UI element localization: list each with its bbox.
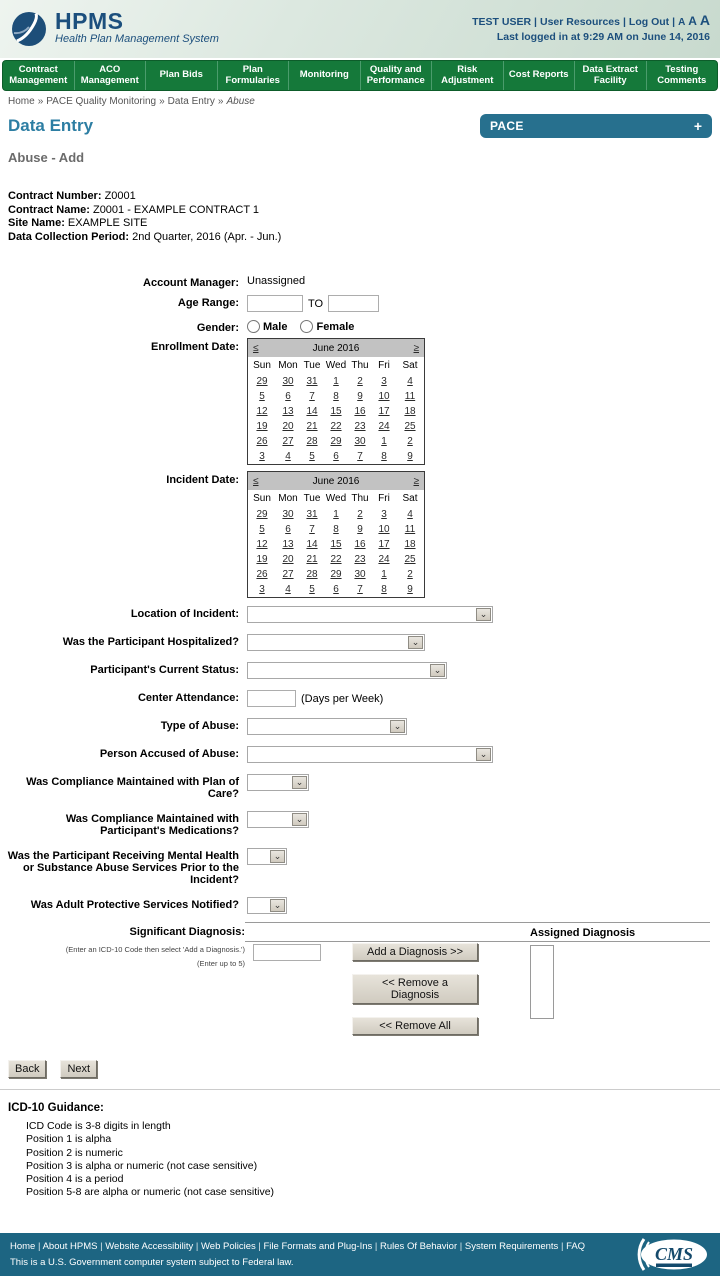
site-name-row [8,217,712,231]
account-manager-label: Account Manager: [143,277,239,289]
contract-number-value: Z0001 [104,190,136,202]
font-size-large-link[interactable]: A [699,12,710,28]
breadcrumb [8,96,712,107]
compliance-plan-of-care-label: Was Compliance Maintained with Plan of Care? [26,776,239,800]
user-bar-separator: | [534,16,537,28]
data-collection-period-row [8,231,712,245]
calendar-day-link[interactable]: 4 [285,451,291,462]
calendar-day-link[interactable]: 24 [378,554,390,565]
calendar-day-header: Sun [253,360,271,371]
calendar-day-link[interactable]: 3 [381,509,387,520]
gender-label: Gender: [196,322,239,334]
calendar-day-link[interactable]: 12 [256,406,268,417]
calendar-day-link[interactable]: 25 [404,421,416,432]
calendar-day-header: Sun [253,493,271,504]
nav-item-testing-comments[interactable]: Testing Comments [646,61,718,90]
font-size-small-link[interactable]: A [678,17,686,28]
calendar-day-link[interactable]: 5 [309,584,315,595]
divider [0,1089,720,1090]
calendar-day-link[interactable]: 22 [330,554,342,565]
calendar-day-link[interactable]: 17 [378,539,390,550]
days-per-week-text: (Days per Week) [301,692,384,705]
gender-female-label: Female [316,320,355,333]
guidance-item: Position 3 is alpha or numeric (not case sensitive) [26,1159,258,1172]
guidance-list [8,1120,712,1200]
calendar-day-link[interactable]: 30 [354,436,366,447]
calendar-day-header: Mon [278,360,298,371]
user-bar-top [472,13,710,30]
calendar-day-link[interactable]: 15 [330,539,342,550]
calendar-day-link[interactable]: 2 [407,569,413,580]
participant-current-status-select[interactable] [247,662,447,679]
calendar-day-header: Mon [278,493,298,504]
calendar-day-link[interactable]: 27 [282,569,294,580]
calendar-day-header: Fri [378,493,390,504]
guidance-item: Position 1 is alpha [26,1133,112,1146]
calendar-day-link[interactable]: 7 [357,451,363,462]
diagnosis-code-input[interactable] [253,944,321,961]
location-of-incident-select[interactable] [247,606,493,623]
remove-all-button[interactable]: << Remove All [352,1017,478,1035]
footer-separator: | [97,1240,106,1252]
chevron-down-icon: ⌄ [292,813,307,826]
logo-tagline: Health Plan Management System [55,33,219,45]
footer-link-system-requirements[interactable]: System Requirements [464,1240,559,1252]
nav-item-cost-reports[interactable]: Cost Reports [503,61,575,90]
contract-info [8,190,712,244]
contract-number-row [8,190,712,204]
age-range-label: Age Range: [177,297,239,309]
compliance-medications-select[interactable] [247,811,309,828]
user-name: TEST USER [472,16,532,28]
enrollment-date-label: Enrollment Date: [150,341,239,353]
calendar-day-link[interactable]: 19 [256,554,268,565]
calendar-day-link[interactable]: 13 [282,539,294,550]
calendar-day-link[interactable]: 19 [256,421,268,432]
calendar-prev-link[interactable]: ≤ [253,342,259,354]
footer-link-rules-of-behavior[interactable]: Rules Of Behavior [380,1240,458,1252]
calendar-day-link[interactable]: 3 [259,584,265,595]
aps-notified-label: Was Adult Protective Services Notified? [30,899,239,911]
calendar-day-link[interactable]: 21 [306,554,318,565]
last-login-text: Last logged in at 9:29 AM on June 14, 2016 [496,31,710,43]
page-title: Data Entry [8,116,94,135]
calendar-day-link[interactable]: 1 [333,509,339,520]
nav-item-monitoring[interactable]: Monitoring [288,61,360,90]
calendar-day-link[interactable]: 11 [404,524,416,535]
calendar-day-link[interactable]: 9 [407,584,413,595]
calendar-day-link[interactable]: 29 [256,509,268,520]
chevron-down-icon: ⌄ [270,850,285,863]
calendar-day-link[interactable]: 10 [378,524,390,535]
person-accused-label: Person Accused of Abuse: [99,748,239,760]
assigned-diagnosis-listbox[interactable] [530,945,554,1019]
calendar-day-link[interactable]: 8 [333,524,339,535]
calendar-day-link[interactable]: 4 [285,584,291,595]
contract-name-label: Contract Name: [8,203,90,216]
age-from-input[interactable] [247,295,303,312]
calendar-day-link[interactable]: 9 [357,524,363,535]
calendar-day-header: Fri [378,360,390,371]
cms-logo [622,1237,708,1275]
back-button[interactable]: Back [8,1060,46,1078]
guidance-item: Position 4 is a period [26,1173,124,1186]
calendar-day-link[interactable]: 9 [407,451,413,462]
footer-notice: This is a U.S. Government computer system subject to Federal law. [10,1256,294,1268]
chevron-down-icon: ⌄ [476,608,491,621]
participant-hospitalized-select[interactable] [247,634,425,651]
gender-male-label: Male [263,320,288,333]
calendar-day-link[interactable]: 7 [309,391,315,402]
account-manager-value: Unassigned [247,275,306,287]
calendar-day-header: Thu [351,493,369,504]
user-bar-separator: | [622,16,626,28]
calendar-day-link[interactable]: 30 [282,376,294,387]
calendar-day-link[interactable]: 11 [404,391,416,402]
logo-acronym: HPMS [55,8,124,34]
icd10-guidance [8,1102,712,1200]
calendar-day-link[interactable]: 3 [259,451,265,462]
data-collection-period-label: Data Collection Period: [8,230,130,243]
chevron-down-icon: ⌄ [270,899,285,912]
calendar-day-link[interactable]: 20 [282,554,294,565]
calendar-day-link[interactable]: 29 [330,436,342,447]
calendar-day-link[interactable]: 17 [378,406,390,417]
breadcrumb-pace-quality-monitoring[interactable]: PACE Quality Monitoring [46,96,157,107]
footer-link-web-policies[interactable]: Web Policies [201,1240,256,1252]
significant-diagnosis-section [0,922,720,1032]
nav-item-plan-formularies[interactable]: Plan Formularies [217,61,289,90]
person-accused-select[interactable] [247,746,493,763]
enter-up-to-5-hint: (Enter up to 5) [197,959,245,968]
breadcrumb-data-entry[interactable]: Data Entry [167,96,215,107]
type-of-abuse-label: Type of Abuse: [160,720,239,732]
add-diagnosis-button[interactable]: Add a Diagnosis >> [352,943,478,961]
calendar-day-link[interactable]: 23 [354,554,366,565]
hpms-globe-icon [10,10,48,48]
calendar-day-link[interactable]: 9 [357,391,363,402]
expand-plus-icon[interactable]: + [693,118,702,134]
calendar-day-link[interactable]: 2 [357,509,363,520]
calendar-day-link[interactable]: 7 [309,524,315,535]
calendar-day-link[interactable]: 1 [381,436,387,447]
calendar-day-link[interactable]: 25 [404,554,416,565]
calendar-prev-link[interactable]: ≤ [253,475,259,487]
page-footer [0,1233,720,1276]
calendar-day-link[interactable]: 8 [381,584,387,595]
calendar-day-link[interactable]: 4 [407,509,413,520]
location-of-incident-label: Location of Incident: [130,608,239,620]
breadcrumb-separator: » [159,96,165,107]
age-range-to-text: TO [308,297,324,310]
calendar-day-link[interactable]: 31 [306,376,318,387]
calendar-day-link[interactable]: 6 [285,524,291,535]
remove-diagnosis-button[interactable]: << Remove a Diagnosis [352,974,478,1004]
calendar-day-header: Sat [402,360,418,371]
main-nav [2,60,718,91]
calendar-day-link[interactable]: 3 [381,376,387,387]
nav-item-aco-management[interactable]: ACO Management [74,61,146,90]
calendar-day-header: Wed [325,360,347,371]
divider [245,941,710,942]
calendar-day-header: Sat [402,493,418,504]
calendar-day-link[interactable]: 1 [381,569,387,580]
calendar-day-link[interactable]: 5 [259,524,265,535]
calendar-day-link[interactable]: 28 [306,569,318,580]
contract-name-row [8,204,712,218]
guidance-item: Position 5-8 are alpha or numeric (not case sensitive) [26,1186,275,1199]
contract-number-label: Contract Number: [8,190,102,202]
site-name-label: Site Name: [8,217,65,229]
calendar-day-header: Tue [303,493,321,504]
svg-text:CMS: CMS [654,1243,694,1264]
calendar-day-header: Thu [351,360,369,371]
guidance-item: Position 2 is numeric [26,1146,123,1159]
calendar-day-header: Tue [303,360,321,371]
guidance-item: ICD Code is 3-8 digits in length [26,1120,171,1132]
gender-female-radio[interactable] [300,320,313,333]
footer-link-about-hpms[interactable]: About HPMS [42,1240,98,1252]
chevron-down-icon: ⌄ [408,636,423,649]
breadcrumb-separator: » [217,96,224,107]
footer-separator: | [255,1240,264,1252]
calendar-day-link[interactable]: 22 [330,421,342,432]
calendar-day-header: Wed [325,493,347,504]
chevron-down-icon: ⌄ [476,748,491,761]
calendar-day-link[interactable]: 29 [330,569,342,580]
footer-separator: | [372,1240,381,1252]
mental-health-services-label: Was the Participant Receiving Mental Health or Substance Abuse Services Prior to the Incident? [7,850,239,886]
calendar-day-link[interactable]: 27 [282,436,294,447]
calendar-month-label: June 2016 [276,472,396,491]
breadcrumb-separator: » [37,96,44,107]
mental-health-services-select[interactable] [247,848,287,865]
chevron-down-icon: ⌄ [390,720,405,733]
nav-item-risk-adjustment[interactable]: Risk Adjustment [431,61,503,90]
gender-male-radio[interactable] [247,320,260,333]
participant-hospitalized-label: Was the Participant Hospitalized? [62,636,239,648]
calendar-day-link[interactable]: 28 [306,436,318,447]
font-size-medium-link[interactable]: A [688,14,697,28]
compliance-plan-of-care-select[interactable] [247,774,309,791]
footer-link-website-accessibility[interactable]: Website Accessibility [105,1240,194,1252]
calendar-day-link[interactable]: 26 [256,569,268,580]
center-attendance-input[interactable] [247,690,296,707]
pace-context-badge[interactable] [480,114,712,138]
calendar-day-link[interactable]: 21 [306,421,318,432]
chevron-down-icon: ⌄ [430,664,445,677]
footer-separator: | [193,1240,201,1252]
calendar-day-link[interactable]: 4 [407,376,413,387]
calendar-day-link[interactable]: 14 [306,539,318,550]
footer-link-home[interactable]: Home [10,1240,36,1252]
calendar-day-link[interactable]: 8 [333,391,339,402]
icd10-guidance-title: ICD-10 Guidance: [8,1102,104,1114]
incident-date-label: Incident Date: [166,474,239,486]
significant-diagnosis-label: Significant Diagnosis: [129,926,245,938]
data-collection-period-value: 2nd Quarter, 2016 (Apr. - Jun.) [132,230,282,243]
calendar-day-link[interactable]: 15 [330,406,342,417]
icd10-entry-hint: (Enter an ICD-10 Code then select 'Add a Diagnosis.') [65,945,245,954]
nav-item-plan-bids[interactable]: Plan Bids [145,61,217,90]
page-subtitle: Abuse - Add [8,150,85,165]
breadcrumb-home[interactable]: Home [8,96,35,107]
enrollment-date-calendar [247,338,425,465]
next-button[interactable]: Next [60,1060,97,1078]
aps-notified-select[interactable] [247,897,287,914]
nav-item-quality-and-performance[interactable]: Quality and Performance [360,61,432,90]
calendar-day-link[interactable]: 7 [357,584,363,595]
calendar-day-link[interactable]: 2 [357,376,363,387]
user-bar-separator: | [672,16,676,28]
calendar-day-link[interactable]: 10 [378,391,390,402]
compliance-medications-label: Was Compliance Maintained with Participant's Medications? [65,813,239,837]
calendar-next-link[interactable]: ≥ [413,475,419,487]
footer-separator: | [558,1240,567,1252]
age-to-input[interactable] [328,295,379,312]
calendar-next-link[interactable]: ≥ [413,342,419,354]
calendar-day-link[interactable]: 24 [378,421,390,432]
calendar-day-link[interactable]: 16 [354,406,366,417]
divider [245,922,710,923]
calendar-day-link[interactable]: 5 [309,451,315,462]
type-of-abuse-select[interactable] [247,718,407,735]
calendar-day-link[interactable]: 5 [259,391,265,402]
footer-link-file-formats-and-plug-ins[interactable]: File Formats and Plug-Ins [263,1240,373,1252]
calendar-day-link[interactable]: 30 [282,509,294,520]
calendar-day-link[interactable]: 18 [404,539,416,550]
calendar-day-link[interactable]: 18 [404,406,416,417]
calendar-day-link[interactable]: 26 [256,436,268,447]
nav-item-data-extract-facility[interactable]: Data Extract Facility [574,61,646,90]
calendar-day-link[interactable]: 6 [285,391,291,402]
calendar-day-link[interactable]: 13 [282,406,294,417]
calendar-day-link[interactable]: 30 [354,569,366,580]
participant-current-status-label: Participant's Current Status: [90,664,239,676]
calendar-day-link[interactable]: 2 [407,436,413,447]
incident-date-calendar [247,471,425,598]
center-attendance-label: Center Attendance: [137,692,239,704]
calendar-day-link[interactable]: 16 [354,539,366,550]
calendar-day-link[interactable]: 1 [333,376,339,387]
site-name-value: EXAMPLE SITE [67,217,148,229]
calendar-month-label: June 2016 [276,339,396,358]
contract-name-value: Z0001 - EXAMPLE CONTRACT 1 [92,203,260,216]
breadcrumb-current-abuse: Abuse [226,96,255,107]
user-resources-link[interactable]: User Resources [540,16,620,28]
footer-links [10,1240,710,1253]
calendar-day-link[interactable]: 6 [333,451,339,462]
calendar-day-link[interactable]: 6 [333,584,339,595]
chevron-down-icon: ⌄ [292,776,307,789]
assigned-diagnosis-header: Assigned Diagnosis [530,927,636,939]
hpms-logo [10,10,219,48]
footer-separator: | [35,1240,43,1252]
log-out-link[interactable]: Log Out [628,16,670,28]
calendar-day-link[interactable]: 23 [354,421,366,432]
calendar-day-link[interactable]: 14 [306,406,318,417]
page-header [0,0,720,58]
footer-separator: | [457,1240,465,1252]
calendar-day-link[interactable]: 12 [256,539,268,550]
pace-badge-label: PACE [490,119,524,133]
footer-link-faq[interactable]: FAQ [566,1240,586,1252]
calendar-day-link[interactable]: 8 [381,451,387,462]
calendar-day-link[interactable]: 20 [282,421,294,432]
calendar-day-link[interactable]: 31 [306,509,318,520]
nav-item-contract-management[interactable]: Contract Management [9,64,68,86]
calendar-day-link[interactable]: 29 [256,376,268,387]
